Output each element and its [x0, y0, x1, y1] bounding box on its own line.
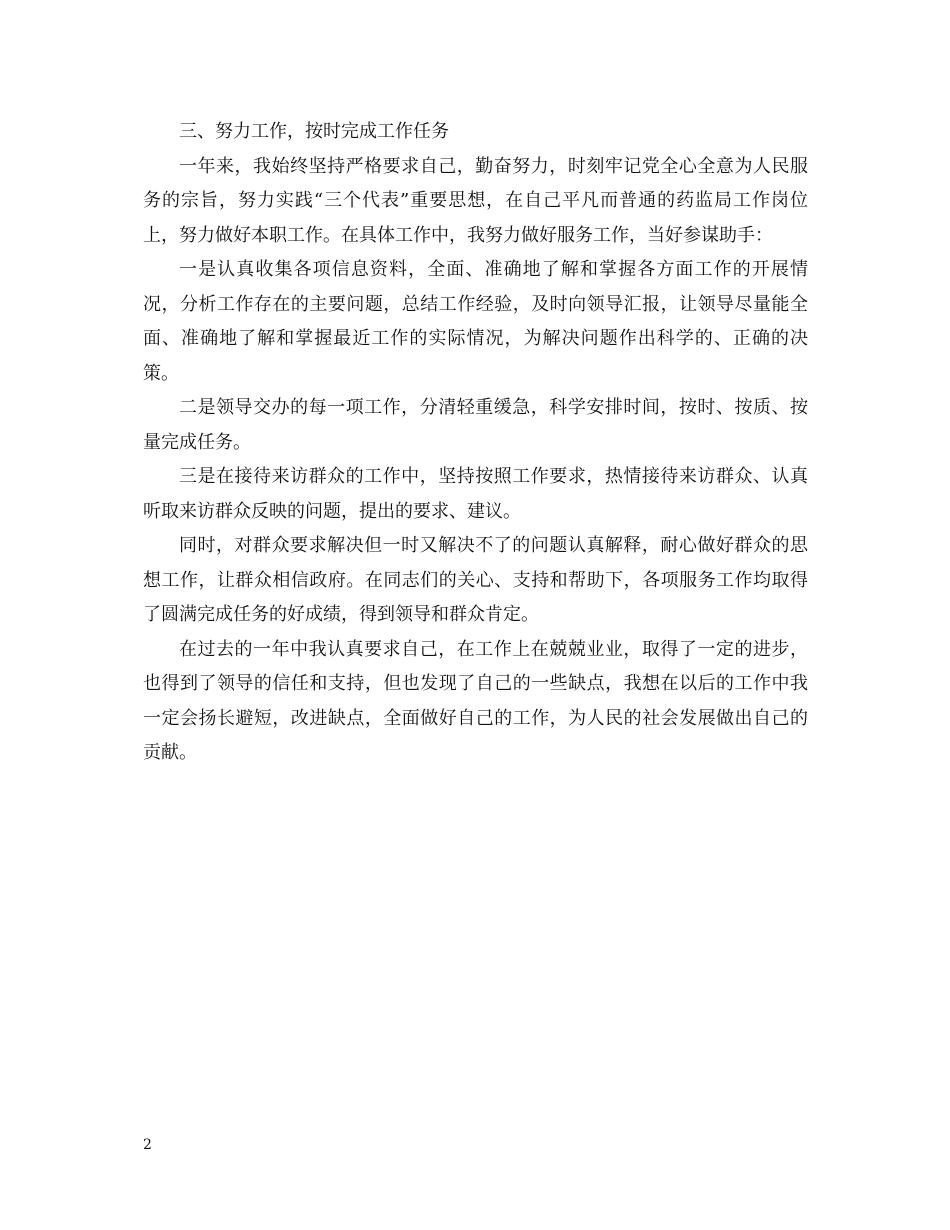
section-heading: 三、努力工作，按时完成工作任务 [179, 121, 449, 142]
page-number: 2 [143, 1137, 152, 1153]
paragraph-point-one: 一是认真收集各项信息资料，全面、准确地了解和掌握各方面工作的开展情况，分析工作存在的主要问题，总结工作经验，及时向领导汇报，让领导尽量能全面、准确地了解和掌握最近工作的实际情况，为解决问题作出科学的、正确的决策。 [143, 259, 808, 384]
paragraph-point-two: 二是领导交办的每一项工作，分清轻重缓急，科学安排时间，按时、按质、按量完成任务。 [143, 397, 808, 453]
paragraph-intro: 一年来，我始终坚持严格要求自己，勤奋努力，时刻牢记党全心全意为人民服务的宗旨，努力实践“三个代表”重要思想，在自己平凡而普通的药监局工作岗位上，努力做好本职工作。在具体工作中，我努力做好服务工作，当好参谋助手： [143, 155, 808, 246]
paragraph-conclusion: 在过去的一年中我认真要求自己，在工作上在兢兢业业，取得了一定的进步，也得到了领导的信任和支持，但也发现了自己的一些缺点，我想在以后的工作中我一定会扬长避短，改进缺点，全面做好自己的工作，为人民的社会发展做出自己的贡献。 [143, 638, 808, 763]
paragraph-point-three: 三是在接待来访群众的工作中，坚持按照工作要求，热情接待来访群众、认真听取来访群众反映的问题，提出的要求、建议。 [143, 466, 808, 522]
paragraph-meanwhile: 同时，对群众要求解决但一时又解决不了的问题认真解释，耐心做好群众的思想工作，让群众相信政府。在同志们的关心、支持和帮助下，各项服务工作均取得了圆满完成任务的好成绩，得到领导和群众肯定。 [143, 535, 808, 625]
document-body [143, 115, 808, 771]
